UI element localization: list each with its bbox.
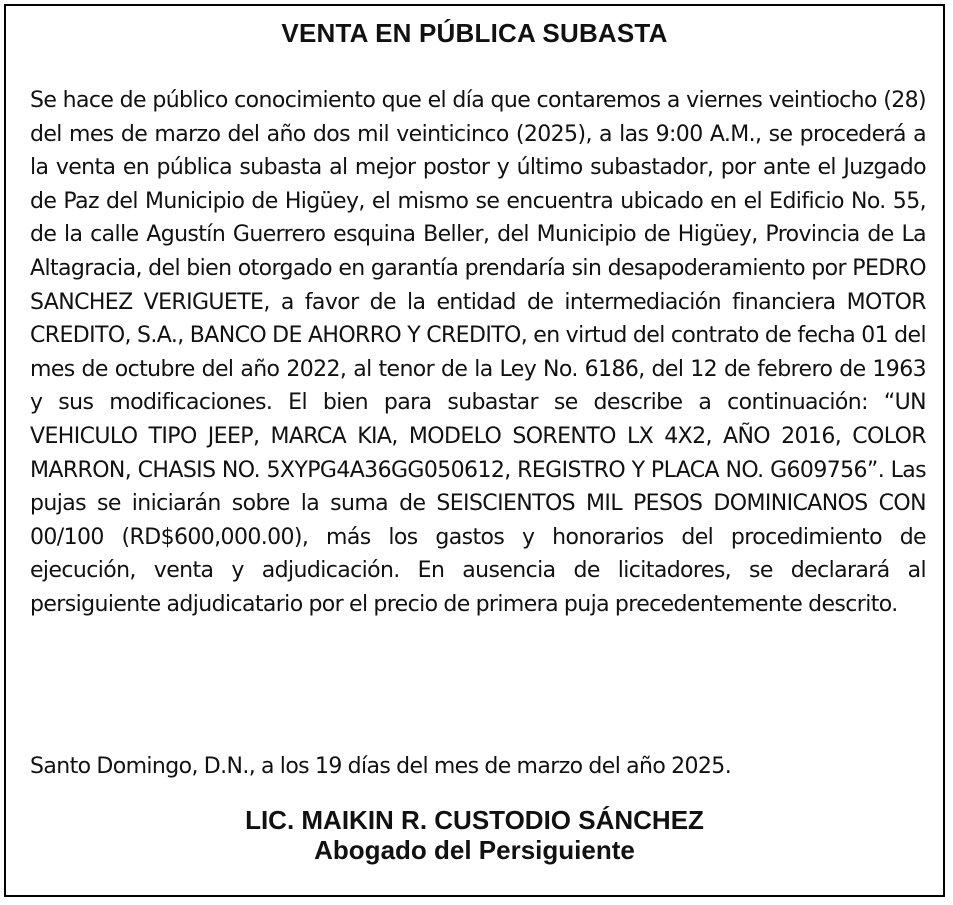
notice-date-line: Santo Domingo, D.N., a los 19 días del mes de marzo del año 2025. xyxy=(30,754,732,779)
signer-role: Abogado del Persiguiente xyxy=(314,835,635,865)
signer-name: LIC. MAIKIN R. CUSTODIO SÁNCHEZ xyxy=(245,805,704,835)
notice-title: VENTA EN PÚBLICA SUBASTA xyxy=(281,18,668,48)
notice-body: Se hace de público conocimiento que el día que contaremos a viernes veintiocho (28) del mes de marzo del año dos mil veinticinco (2025), a las 9:00 A.M., se procederá a la venta en pública subasta al mejor postor y último subastador, por ante el Juzgado de Paz del Municipio de Higüey, el mismo se encuentra ubicado en el Edificio No. 55, de la calle Agustín Guerrero esquina Beller, del Municipio de Higüey, Provincia de La Altagracia, del bien otorgado en garantía prendaría sin desapoderamiento por PEDRO SANCHEZ VERIGUETE, a favor de la entidad de intermediación financiera MOTOR CREDITO, S.A., BANCO DE AHORRO Y CREDITO, en virtud del contrato de fecha 01 del mes de octubre del año 2022, al tenor de la Ley No. 6186, del 12 de febrero de 1963 y sus modificaciones. El bien para subastar se describe a continuación: “UN VEHICULO TIPO JEEP, MARCA KIA, MODELO SORENTO LX 4X2, AÑO 2016, COLOR MARRON, CHASIS NO. 5XYPG4A36GG050612, REGISTRO Y PLACA NO. G609756”. Las pujas se iniciarán sobre la suma de SEISCIENTOS MIL PESOS DOMINICANOS CON 00/100 (RD$600,000.00), más los gastos y honorarios del procedimiento de ejecución, venta y adjudicación. En ausencia de licitadores, se declarará al persiguiente adjudicatario por el precio de primera puja precedentemente descrito. xyxy=(30,88,926,617)
legal-notice-box xyxy=(4,4,945,897)
